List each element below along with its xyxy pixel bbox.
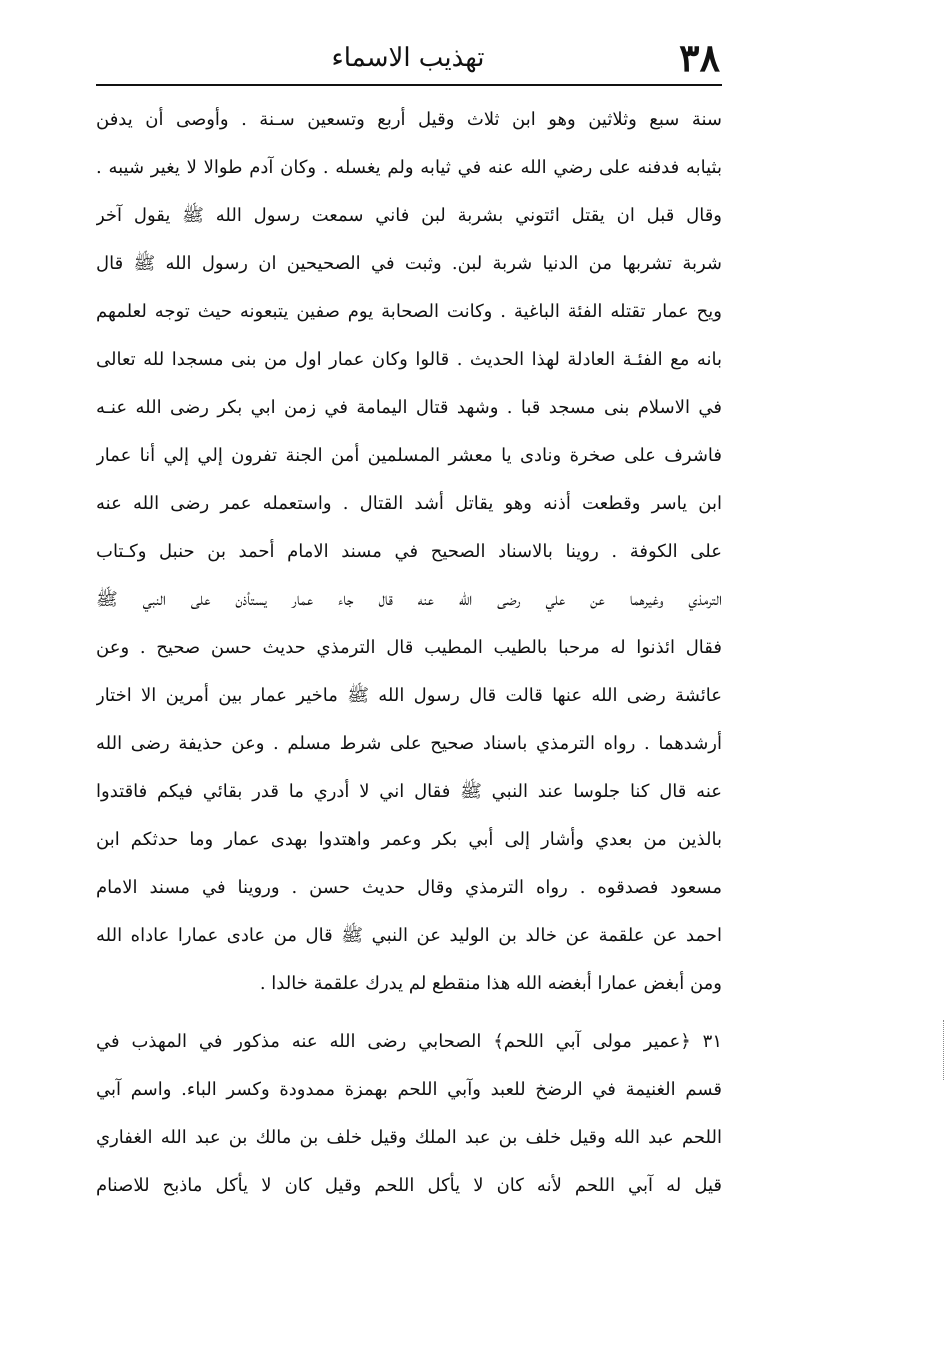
text-line: اللحم عبد الله وقيل خلف بن عبد الملك وقيل خلف بن مالك بن عبد الله الغفاري: [96, 1127, 722, 1148]
page-header: [96, 30, 720, 86]
text-line: سنة سبع وثلاثين وهو ابن ثلاث وقيل أربع وتسعين سـنة . وأوصى أن يدفن: [96, 109, 722, 130]
text-line: فاشرف على صخرة ونادى يا معشر المسلمين أمن الجنة تفرون إلي إلي أنا عمار: [96, 445, 722, 466]
text-line: احمد عن علقمة عن خالد بن الوليد عن النبي ﷺ قال من عادى عمارا عاداه الله: [96, 925, 722, 946]
text-line: وقال قبل ان يقتل ائتوني بشربة لبن فاني سمعت رسول الله ﷺ يقول آخر: [96, 205, 722, 226]
text-line: الترمذي وغيرهما عن علي رضى الله عنه قال جاء عمار يستأذن على النبي ﷺ: [96, 589, 722, 610]
page-number: ٣٨: [679, 35, 720, 80]
running-title: تهذيب الاسماء: [331, 43, 485, 73]
entry-heading-line: ٣١ ﴿عمير مولى آبي اللحم﴾ الصحابي رضى الله عنه مذكور في المهذب في: [96, 1031, 722, 1052]
text-line: فقال ائذنوا له مرحبا بالطيب المطيب قال الترمذي حديث حسن صحيح . وعن: [96, 637, 722, 658]
text-line: عنه قال كنا جلوسا عند النبي ﷺ فقال اني لا أدري ما قدر بقائي فيكم فاقتدوا: [96, 781, 722, 802]
text-line: بانه مع الفئـة العادلة لهذا الحديث . قالوا وكان عمار اول من بنى مسجدا لله تعالى: [96, 349, 722, 370]
text-line: قسم الغنيمة في الرضخ للعبد وآبي اللحم بهمزة ممدودة وكسر الباء. واسم آبي: [96, 1079, 722, 1100]
text-line: أرشدهما . رواه الترمذي باسناد صحيح على شرط مسلم . وعن حذيفة رضى الله: [96, 733, 722, 754]
body-text: [96, 96, 722, 1210]
text-line: بثيابه فدفنه على رضي الله عنه في ثيابه ولم يغسله . وكان آدم طوالا لا يغير شيبه .: [96, 157, 722, 178]
paragraph-end-line: ومن أبغض عمارا أبغضه الله هذا منقطع لم يدرك علقمة خالدا .: [259, 973, 722, 994]
text-line: في الاسلام بنى مسجد قبا . وشهد قتال اليمامة في زمن ابي بكر رضى الله عنـه: [96, 397, 722, 418]
text-line: ابن ياسر وقطعت أذنه وهو يقاتل أشد القتال . واستعمله عمر رضى الله عنه: [96, 493, 722, 514]
text-line: عائشة رضى الله عنها قالت قال رسول الله ﷺ ماخير عمار بين أمرين الا اختار: [96, 685, 722, 706]
text-line: ويح عمار تقتله الفئة الباغية . وكانت الصحابة يوم صفين يتبعونه حيث توجه لعلمهم: [96, 301, 722, 322]
scan-margin-marks: [941, 1020, 944, 1080]
text-line: بالذين من بعدي وأشار إلى أبي بكر وعمر واهتدوا بهدى عمار وما حدثكم ابن: [96, 829, 722, 850]
text-line: على الكوفة . روينا بالاسناد الصحيح في مسند الامام أحمد بن حنبل وكـتاب: [96, 541, 722, 562]
text-line: مسعود فصدقوه . رواه الترمذي وقال حديث حسن . وروينا في مسند الامام: [96, 877, 722, 898]
header-rule: [96, 84, 722, 86]
text-line: شربة تشربها من الدنيا شربة لبن. وثبت في الصحيحين ان رسول الله ﷺ قال: [96, 253, 722, 274]
text-line: قيل له آبي اللحم لأنه كان لا يأكل اللحم وقيل كان لا يأكل ماذبح للاصنام: [96, 1175, 722, 1196]
